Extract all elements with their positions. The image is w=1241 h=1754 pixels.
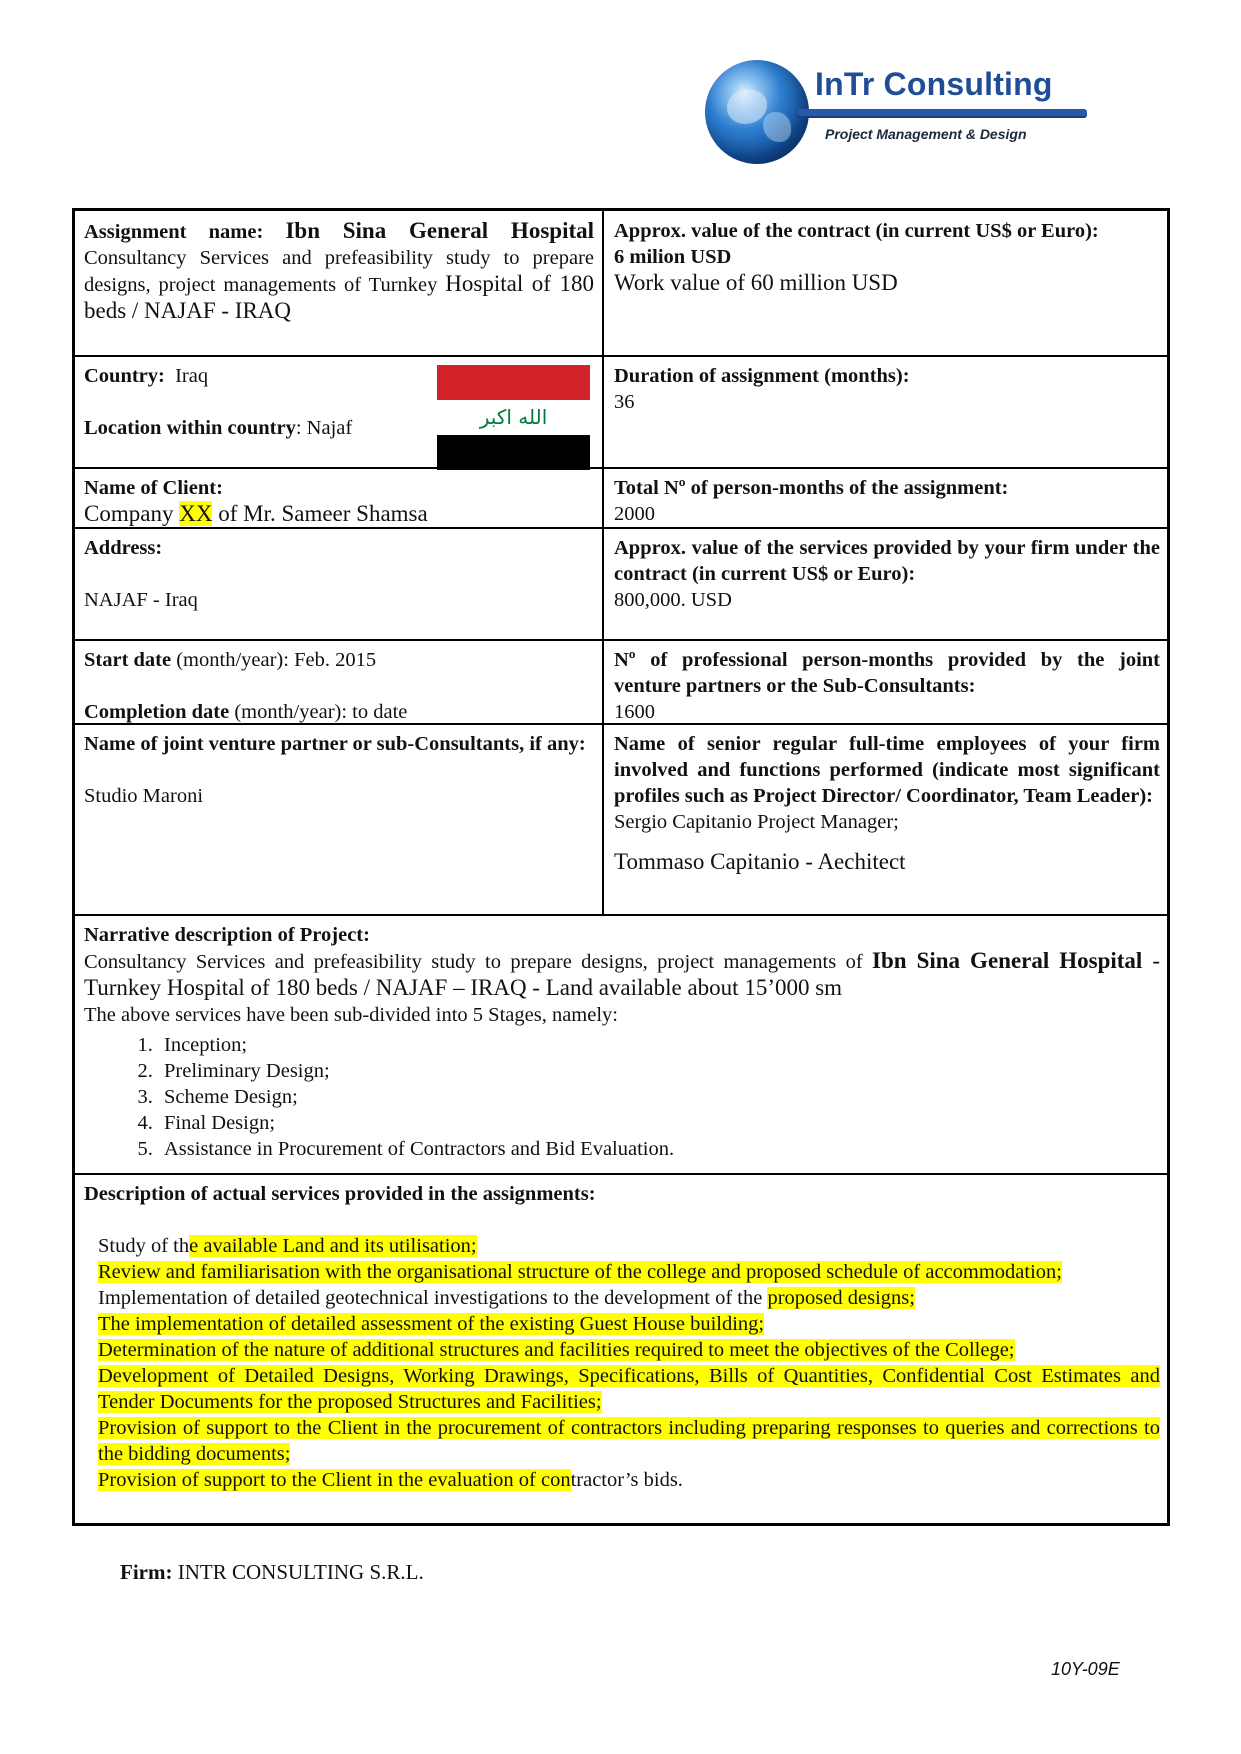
contract-value-label: Approx. value of the contract (in current US$ or Euro): (614, 220, 1099, 242)
professional-months-label: Nº of professional person-months provided by the joint venture partners or the Sub-Consultants: (614, 649, 1160, 697)
service-item: Development of Detailed Designs, Working Drawings, Specifications, Bills of Quantities, Confidential Cost Estimates and Tender Documents for the proposed Structures and Facilities; (98, 1365, 1160, 1413)
address-cell (74, 529, 602, 639)
service-item: Provision of support to the Client in the evaluation of contractor’s bids. (98, 1469, 683, 1491)
professional-months-value: 1600 (614, 701, 655, 723)
client-cell (74, 469, 602, 527)
employee-2: Tommaso Capitanio - Aechitect (614, 849, 906, 874)
employees-label: Name of senior regular full-time employees of your firm involved and functions performed (indicate most significant profiles such as Project Director/ Coordinator, Team Leader): (614, 733, 1160, 807)
stages-list (84, 1032, 1160, 1162)
services-label: Description of actual services provided in the assignments: (84, 1183, 596, 1205)
service-item: Determination of the nature of additional structures and facilities required to meet the objectives of the College; (98, 1339, 1015, 1361)
country-label: Country: (84, 365, 165, 387)
contract-value-cell (604, 212, 1168, 355)
services-cell (74, 1175, 1168, 1524)
professional-months-cell (604, 641, 1168, 723)
partners-cell (74, 725, 602, 914)
duration-label: Duration of assignment (months): (614, 365, 910, 387)
list-item: 4. Final Design; (158, 1110, 1160, 1136)
client-highlight: XX (179, 501, 213, 526)
service-item: Implementation of detailed geotechnical investigations to the development of the proposed designs; (98, 1287, 915, 1309)
services-value-cell (604, 529, 1168, 639)
duration-value: 36 (614, 391, 635, 413)
narrative-text-prefix: Consultancy Services and prefeasibility study to prepare designs, project managements of (84, 951, 873, 973)
assignment-name: Ibn Sina General Hospital (285, 218, 595, 243)
start-date-value: (month/year): Feb. 2015 (171, 649, 377, 671)
stages-intro: The above services have been sub-divided into 5 Stages, namely: (84, 1004, 618, 1026)
services-value-label: Approx. value of the services provided by your firm under the contract (in current US$ or Euro): (614, 537, 1160, 585)
start-date-label: Start date (84, 649, 172, 671)
assignment-description: Consultancy Services and prefeasibility study to prepare designs, project managements of Turnkey (84, 247, 594, 296)
assignment-description-tail: Hospital of 180 beds / NAJAF - IRAQ (84, 271, 594, 323)
person-months-label: Total Nº of person-months of the assignment: (614, 477, 1009, 499)
partners-value: Studio Maroni (84, 785, 204, 807)
address-value: NAJAF - Iraq (84, 589, 198, 611)
flag-takbir: الله اكبر (479, 405, 548, 429)
list-item: 1. Inception; (158, 1032, 1160, 1058)
service-item: The implementation of detailed assessment of the existing Guest House building; (98, 1313, 765, 1335)
person-months-cell (604, 469, 1168, 527)
location-label: Location within country (84, 417, 296, 439)
completion-date-value: (month/year): to date (229, 701, 408, 723)
logo-subtitle: Project Management & Design (825, 126, 1027, 142)
client-label: Name of Client: (84, 477, 223, 499)
narrative-text-suffix: - Turnkey Hospital of 180 beds / NAJAF – IRAQ - Land available about 15’000 sm (84, 948, 1160, 1000)
services-value: 800,000. USD (614, 589, 732, 611)
globe-icon (705, 60, 809, 164)
service-item: Study of the available Land and its utilisation; (98, 1235, 477, 1257)
list-item: 5. Assistance in Procurement of Contractors and Bid Evaluation. (158, 1136, 1160, 1162)
firm-line (120, 1560, 424, 1585)
list-item: 2. Preliminary Design; (158, 1058, 1160, 1084)
firm-label: Firm: (120, 1560, 173, 1584)
person-months-value: 2000 (614, 503, 655, 525)
work-value: Work value of 60 million USD (614, 270, 898, 295)
service-item: Review and familiarisation with the organisational structure of the college and proposed schedule of accommodation; (98, 1261, 1062, 1283)
logo-divider (797, 109, 1087, 116)
iraq-flag (437, 365, 590, 470)
narrative-label: Narrative description of Project: (84, 924, 370, 946)
document-reference: 10Y-09E (1051, 1659, 1120, 1679)
duration-cell (604, 357, 1168, 467)
client-prefix: Company (84, 501, 180, 526)
assignment-cell (74, 212, 602, 355)
firm-value: INTR CONSULTING S.R.L. (172, 1560, 424, 1584)
narrative-cell (74, 916, 1168, 1173)
company-logo (705, 58, 1095, 168)
partners-label: Name of joint venture partner or sub-Consultants, if any: (84, 733, 586, 755)
completion-date-label: Completion date (84, 701, 230, 723)
service-item: Provision of support to the Client in the procurement of contractors including preparing responses to queries and corrections to the bidding documents; (98, 1417, 1160, 1465)
dates-cell (74, 641, 602, 723)
employee-1: Sergio Capitanio Project Manager; (614, 811, 899, 833)
logo-title: InTr Consulting (815, 66, 1053, 102)
contract-value: 6 milion USD (614, 246, 732, 268)
address-label: Address: (84, 537, 163, 559)
assignment-label: Assignment name: (84, 221, 264, 243)
employees-cell (604, 725, 1168, 914)
country-value: Iraq (175, 365, 209, 387)
client-suffix: of Mr. Sameer Shamsa (212, 501, 428, 526)
narrative-project-name: Ibn Sina General Hospital (872, 948, 1143, 973)
location-value: : Najaf (295, 417, 353, 439)
list-item: 3. Scheme Design; (158, 1084, 1160, 1110)
